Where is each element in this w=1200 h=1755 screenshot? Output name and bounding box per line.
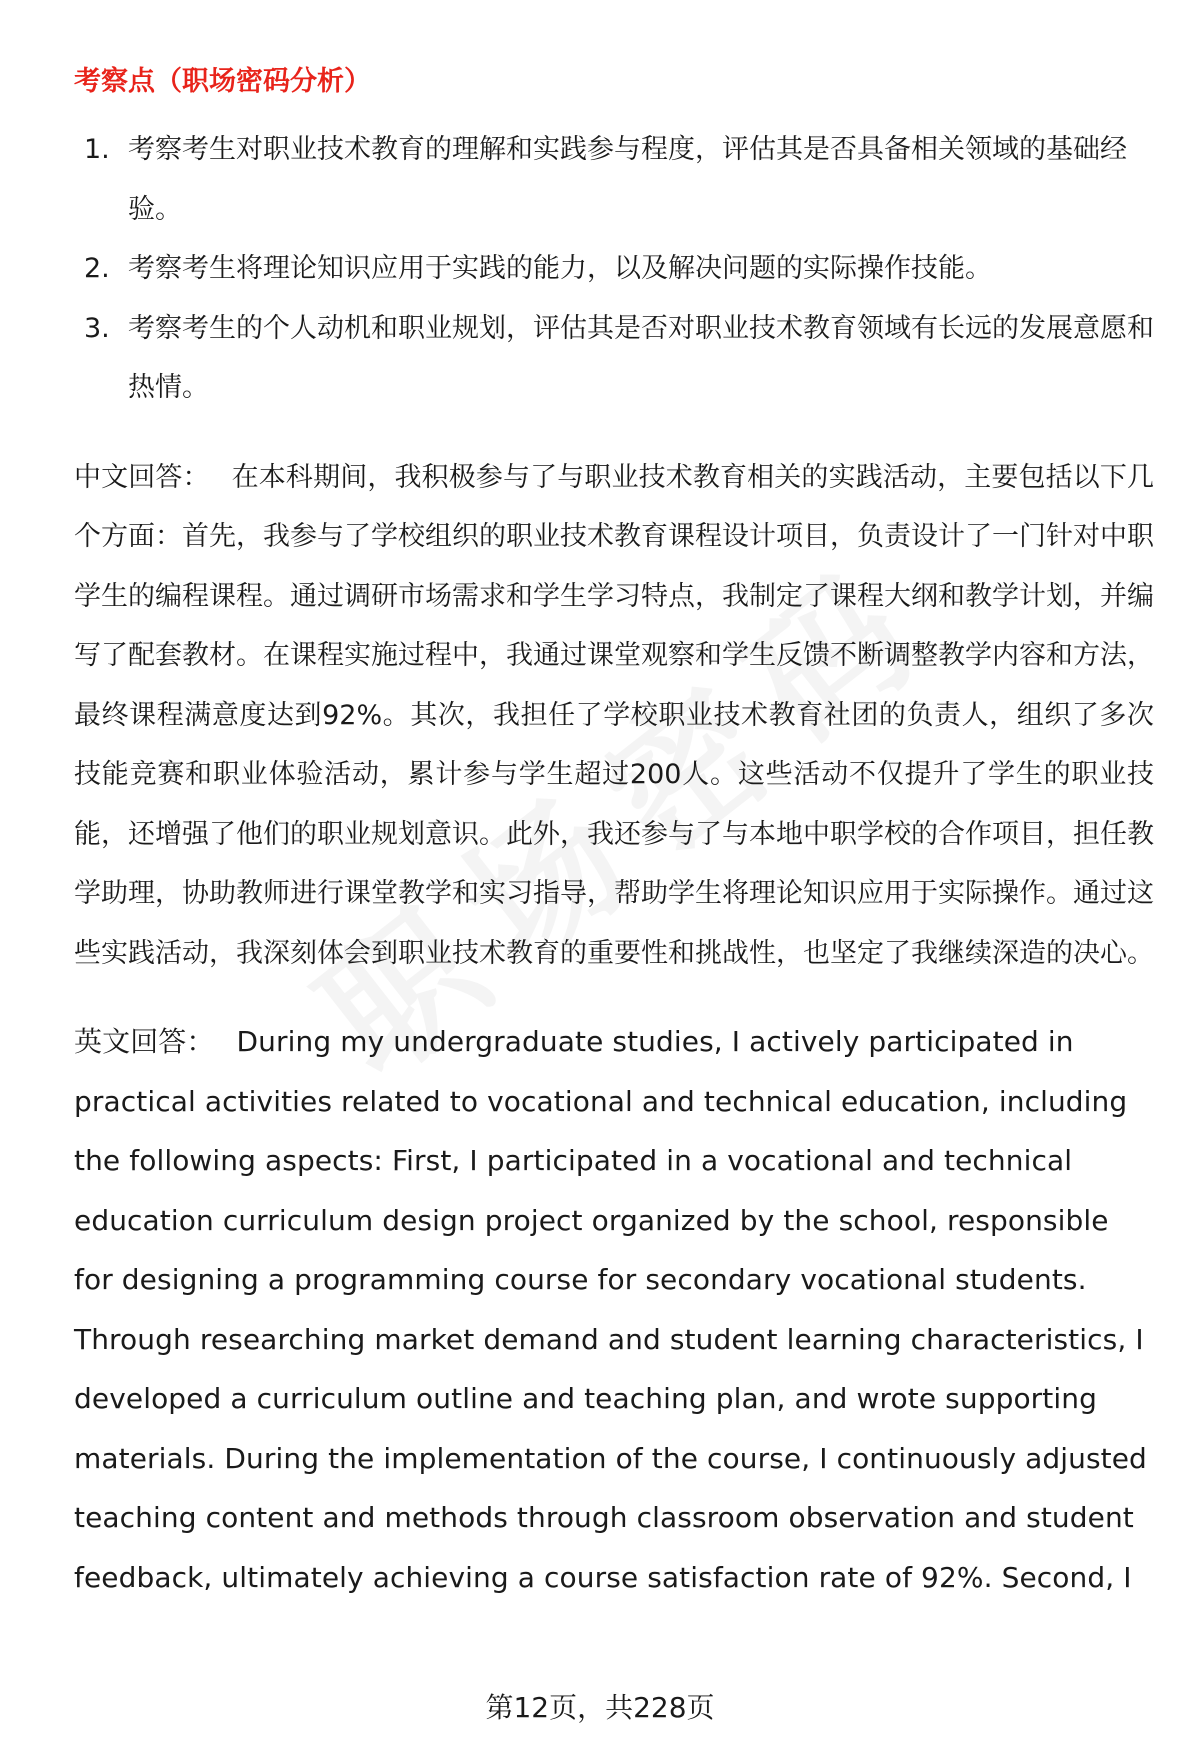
english-answer-text: During my undergraduate studies, I actively participated in practical activities related to vocational and technical education, including the following aspects: First, I participated in a vocational and technical education curriculum design project organized by the school, responsible for designing a programming course for secondary vocational students. Through researching market demand and student learning characteristics, I developed a curriculum outline and teaching plan, and wrote supporting materials. During the implementation of the course, I continuously adjusted teaching content and methods through classroom observation and student feedback, ultimately achieving a course satisfaction rate of 92%. Second, I [74, 1025, 1147, 1594]
list-number: 3. [84, 312, 110, 344]
chinese-answer-label: 中文回答： [74, 461, 210, 493]
list-item-text: 考察考生的个人动机和职业规划，评估其是否对职业技术教育领域有长远的发展意愿和热情。 [128, 312, 1154, 403]
chinese-answer-text: 在本科期间，我积极参与了与职业技术教育相关的实践活动，主要包括以下几个方面：首先，我参与了学校组织的职业技术教育课程设计项目，负责设计了一门针对中职学生的编程课程。通过调研市场需求和学生学习特点，我制定了课程大纲和教学计划，并编写了配套教材。在课程实施过程中，我通过课堂观察和学生反馈不断调整教学内容和方法，最终课程满意度达到92%。其次，我担任了学校职业技术教育社团的负责人，组织了多次技能竞赛和职业体验活动，累计参与学生超过200人。这些活动不仅提升了学生的职业技能，还增强了他们的职业规划意识。此外，我还参与了与本地中职学校的合作项目，担任教学助理，协助教师进行课堂教学和实习指导，帮助学生将理论知识应用于实际操作。通过这些实践活动，我深刻体会到职业技术教育的重要性和挑战性，也坚定了我继续深造的决心。 [74, 461, 1155, 969]
page-footer: 第12页，共228页 [485, 1691, 715, 1724]
english-answer [74, 1012, 1154, 1607]
english-answer-label: 英文回答： [74, 1025, 215, 1058]
list-item-text: 考察考生将理论知识应用于实践的能力，以及解决问题的实际操作技能。 [128, 253, 992, 284]
list-item [74, 299, 1154, 418]
list-item [74, 120, 1154, 239]
chinese-answer [74, 448, 1154, 984]
document-page [74, 58, 1154, 1607]
list-item-text: 考察考生对职业技术教育的理解和实践参与程度，评估其是否具备相关领域的基础经验。 [128, 134, 1127, 225]
list-item [74, 239, 1154, 299]
list-number: 2. [84, 253, 110, 284]
list-number: 1. [84, 134, 110, 165]
section-title: 考察点（职场密码分析） [74, 66, 371, 97]
points-list [74, 120, 1154, 418]
